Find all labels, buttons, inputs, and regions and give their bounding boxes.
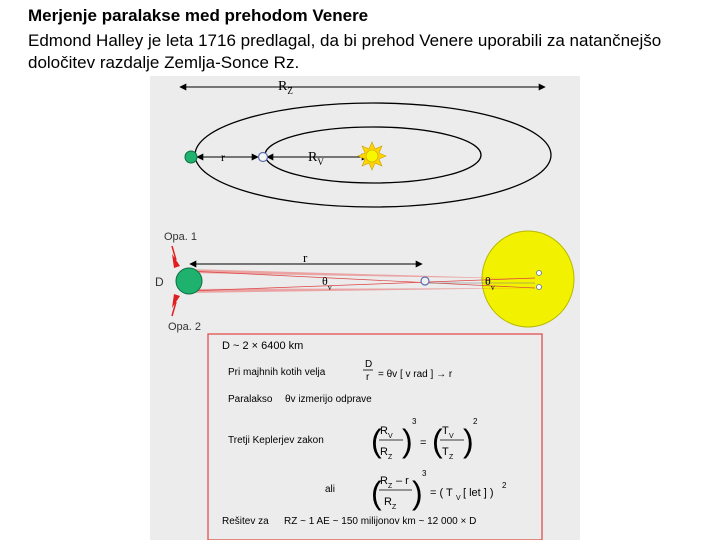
svg-text:V: V [388,433,393,440]
venus-dot [259,153,268,162]
venus-projection-2 [537,285,542,290]
svg-text:(: ( [432,423,443,459]
diagram-svg [150,76,580,540]
theta-label-2: $\theta_v$ [485,274,495,292]
svg-text:T: T [442,446,449,458]
transit-panel [155,231,574,333]
svg-text:=: = [420,437,427,449]
d-label: D [155,275,164,289]
formula-line-2-rest: = θv [ v rad ] → r [378,369,453,380]
rv-label: $R_V$ [308,150,324,167]
theta-label-1: $\theta_v$ [322,274,332,292]
svg-text:2: 2 [502,481,507,490]
formula-line-3-text: θv izmerijo odprave [285,394,372,405]
sun-disk [482,231,574,327]
svg-text:): ) [402,423,413,459]
svg-text:Z: Z [388,483,393,490]
r-label-orbit: r [221,150,225,164]
svg-text:R: R [380,475,388,487]
svg-text:3: 3 [412,417,417,426]
observer-2-arrow [172,294,180,308]
venus-circle [421,277,429,285]
svg-text:R: R [380,446,388,458]
orbit-panel [180,79,551,207]
formula-line-3-label: Paralakso [228,394,273,405]
venus-projection-1 [537,271,542,276]
sun-icon [358,142,386,170]
formula-line-2-den: r [366,372,370,383]
formula-line-2-num: D [365,359,373,370]
svg-text:): ) [463,423,474,459]
slide-title: Merjenje paralakse med prehodom Venere [28,6,369,25]
rz-label: $R_Z$ [278,79,293,96]
svg-text:3: 3 [422,469,427,478]
svg-text:[ let ] ): [ let ] ) [463,487,494,499]
formula-line-6-label: Rešitev za [222,516,269,527]
observer-1-label: Opa. 1 [164,231,198,243]
slide-intro: Edmond Halley je leta 1716 predlagal, da bi prehod Venere uporabili za natančnejšo določitev razdalje Zemlja-Sonce Rz. [28,31,662,72]
formula-line-6-text: RZ ~ 1 AE ~ 150 milijonov km ~ 12 000 × D [284,516,477,527]
svg-text:): ) [412,475,423,511]
svg-text:(: ( [371,423,382,459]
formula-box [208,334,542,540]
svg-text:R: R [380,425,388,437]
formula-line-1: D ~ 2 × 6400 km [222,340,304,352]
formula-line-5-label: ali [325,484,336,495]
svg-text:V: V [449,433,454,440]
svg-text:= ( T: = ( T [430,487,453,499]
observer-1-arrow [172,254,180,268]
formula-line-4-label: Tretji Keplerjev zakon [228,435,324,446]
svg-text:– r: – r [396,475,409,487]
r-label-transit: r [303,250,308,265]
venus-transit-diagram [150,76,580,540]
svg-text:2: 2 [473,417,478,426]
svg-text:Z: Z [388,454,393,461]
svg-text:T: T [442,425,449,437]
svg-text:Z: Z [392,504,397,511]
svg-text:V: V [456,495,461,502]
earth-circle [176,268,202,294]
formula-line-2-label: Pri majhnih kotih velja [228,367,326,378]
observer-2-label: Opa. 2 [168,321,202,333]
svg-text:R: R [384,496,392,508]
svg-text:Z: Z [449,454,454,461]
svg-text:(: ( [371,475,382,511]
earth-dot [185,151,197,163]
